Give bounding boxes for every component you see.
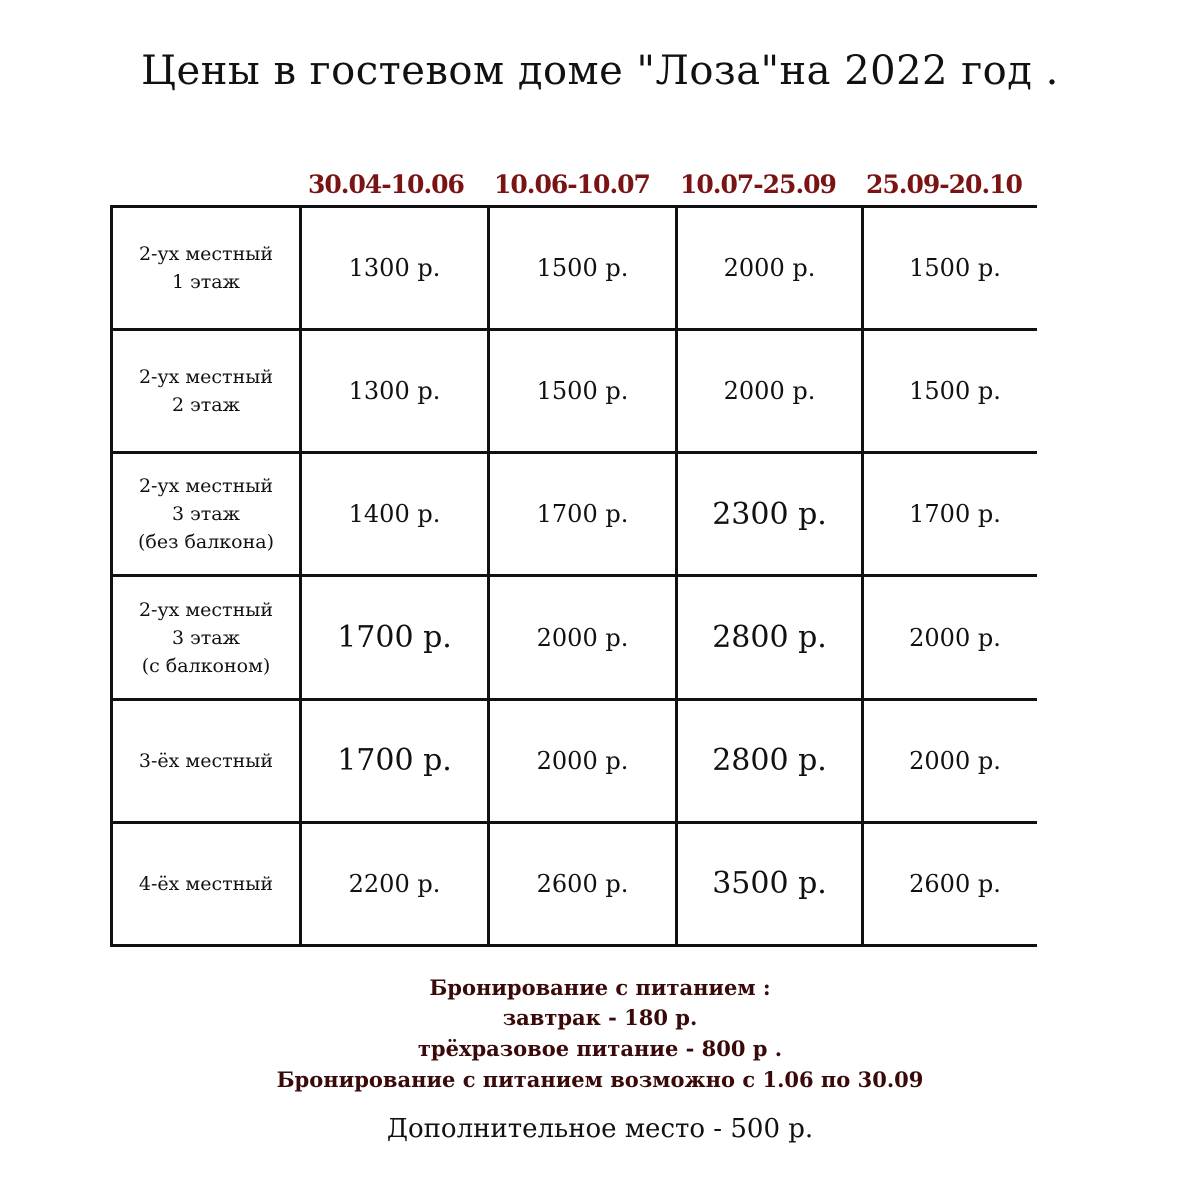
price-cell	[864, 208, 1046, 328]
price-cell	[490, 824, 675, 944]
period-header-3: 10.07-25.09	[680, 170, 836, 199]
price-cell	[302, 331, 487, 451]
price-value: 1500 р.	[536, 377, 629, 406]
room-type-cell	[113, 824, 299, 944]
period-header-4: 25.09-20.10	[866, 170, 1022, 199]
price-cell	[678, 454, 861, 574]
room-type-label: 2-ух местный 3 этаж (с балконом)	[138, 598, 274, 677]
price-cell	[302, 577, 487, 697]
price-value: 2200 р.	[348, 869, 441, 898]
room-type-label: 2-ух местный 1 этаж	[138, 243, 274, 294]
price-cell	[678, 577, 861, 697]
room-type-label: 2-ух местный 2 этаж	[138, 366, 274, 417]
price-value: 2800 р.	[712, 743, 827, 779]
price-value: 2300 р.	[712, 496, 827, 532]
price-cell	[678, 701, 861, 821]
price-cell	[864, 454, 1046, 574]
price-cell	[864, 577, 1046, 697]
price-cell	[678, 824, 861, 944]
price-cell	[864, 824, 1046, 944]
period-header-2: 10.06-10.07	[494, 170, 650, 199]
price-value: 1500 р.	[909, 254, 1001, 283]
price-cell	[302, 701, 487, 821]
price-value: 2000 р.	[723, 377, 816, 406]
price-cell	[490, 331, 675, 451]
price-value: 1700 р.	[909, 500, 1001, 529]
price-cell	[864, 701, 1046, 821]
price-cell	[490, 577, 675, 697]
room-type-cell	[113, 331, 299, 451]
room-type-cell	[113, 454, 299, 574]
price-value: 1700 р.	[337, 743, 452, 779]
price-value: 2600 р.	[909, 869, 1001, 898]
meals-heading: Бронирование с питанием :	[429, 975, 771, 1000]
price-value: 2000 р.	[536, 746, 629, 775]
room-type-cell	[113, 208, 299, 328]
price-value: 1500 р.	[536, 254, 629, 283]
price-cell	[678, 208, 861, 328]
price-table	[110, 205, 1037, 947]
price-value: 1300 р.	[348, 377, 441, 406]
price-value: 2000 р.	[723, 254, 816, 283]
price-cell	[490, 454, 675, 574]
price-value: 2000 р.	[909, 623, 1001, 652]
price-value: 1400 р.	[348, 500, 441, 529]
price-value: 2600 р.	[536, 869, 629, 898]
price-cell	[490, 701, 675, 821]
meals-breakfast: завтрак - 180 р.	[502, 1005, 698, 1030]
extra-bed-price: Дополнительное место - 500 р.	[386, 1114, 814, 1144]
price-cell	[302, 824, 487, 944]
meals-three-meals: трёхразовое питание - 800 р .	[417, 1036, 783, 1061]
room-type-cell	[113, 577, 299, 697]
price-cell	[864, 331, 1046, 451]
price-cell	[678, 331, 861, 451]
price-cell	[302, 454, 487, 574]
price-value: 2000 р.	[909, 746, 1001, 775]
price-value: 2000 р.	[536, 623, 629, 652]
room-type-label: 2-ух местный 3 этаж (без балкона)	[137, 475, 275, 554]
price-value: 2800 р.	[712, 620, 827, 656]
price-cell	[490, 208, 675, 328]
price-value: 1700 р.	[337, 620, 452, 656]
room-type-cell	[113, 701, 299, 821]
price-cell	[302, 208, 487, 328]
price-value: 1300 р.	[348, 254, 441, 283]
room-type-label: 3-ёх местный	[138, 749, 274, 772]
price-value: 1500 р.	[909, 377, 1001, 406]
price-value: 3500 р.	[712, 866, 827, 902]
meals-availability: Бронирование с питанием возможно с 1.06 по 30.09	[276, 1067, 924, 1092]
page-title: Цены в гостевом доме "Лоза"на 2022 год .	[141, 48, 1059, 94]
price-value: 1700 р.	[536, 500, 629, 529]
period-header-1: 30.04-10.06	[308, 170, 464, 199]
room-type-label: 4-ёх местный	[138, 872, 274, 895]
